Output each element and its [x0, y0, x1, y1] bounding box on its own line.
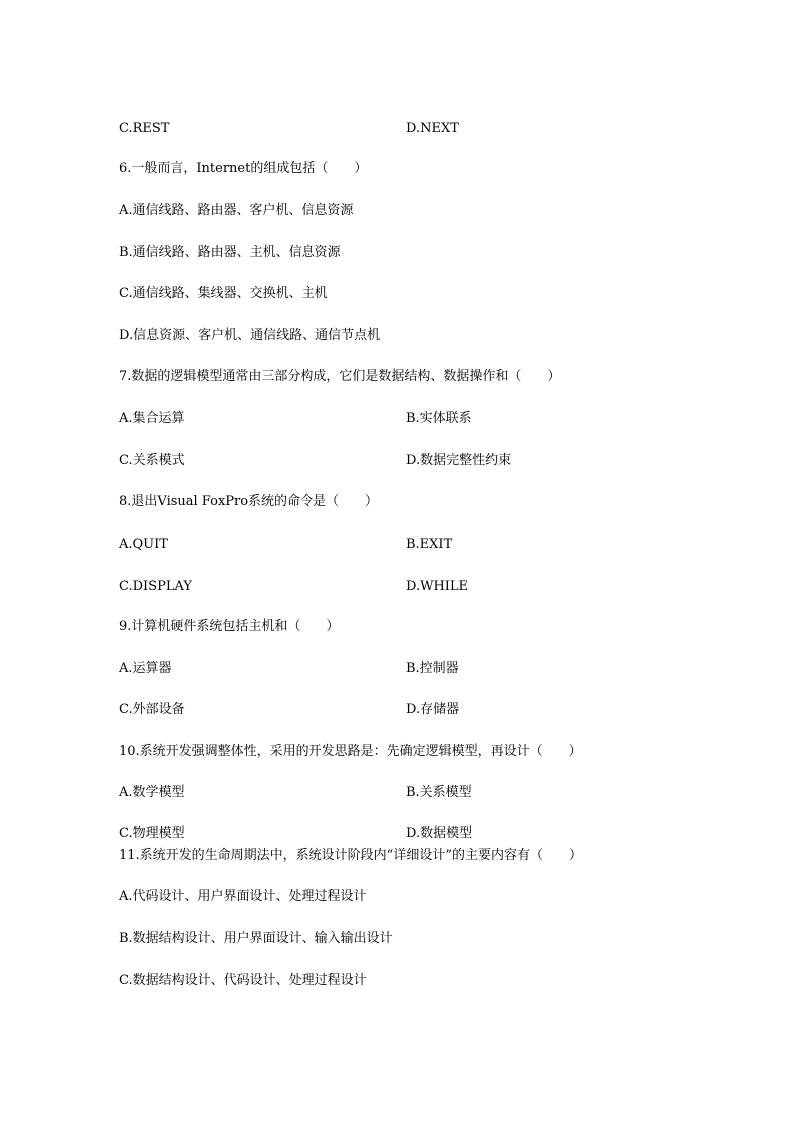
q8-option-b: B.EXIT	[406, 537, 453, 552]
q6-option-d: D.信息资源、客户机、通信线路、通信节点机	[119, 328, 381, 343]
q10-option-d: D.数据模型	[406, 826, 473, 841]
q5-option-c: C.REST	[119, 121, 170, 136]
q9-option-a: A.运算器	[119, 661, 172, 676]
q6-option-b: B.通信线路、路由器、主机、信息资源	[119, 245, 341, 260]
q10-option-c: C.物理模型	[119, 826, 185, 841]
q8-stem: 8.退出Visual FoxPro系统的命令是（ ）	[119, 494, 379, 509]
q8-option-c: C.DISPLAY	[119, 579, 192, 594]
q6-option-c: C.通信线路、集线器、交换机、主机	[119, 286, 328, 301]
q11-option-c: C.数据结构设计、代码设计、处理过程设计	[119, 973, 367, 988]
q6-option-a: A.通信线路、路由器、客户机、信息资源	[119, 203, 354, 218]
q10-option-b: B.关系模型	[406, 785, 472, 800]
q6-stem: 6.一般而言，Internet的组成包括（ ）	[119, 161, 368, 176]
q11-option-b: B.数据结构设计、用户界面设计、输入输出设计	[119, 931, 393, 946]
q11-option-a: A.代码设计、用户界面设计、处理过程设计	[119, 889, 367, 904]
q9-stem: 9.计算机硬件系统包括主机和（ ）	[119, 619, 340, 634]
q5-option-d: D.NEXT	[406, 121, 459, 136]
q8-option-d: D.WHILE	[406, 579, 469, 594]
q10-option-a: A.数学模型	[119, 785, 185, 800]
q11-stem: 11.系统开发的生命周期法中，系统设计阶段内“详细设计”的主要内容有（ ）	[119, 848, 582, 863]
q7-option-c: C.关系模式	[119, 453, 185, 468]
q8-option-a: A.QUIT	[119, 537, 168, 552]
q9-option-d: D.存储器	[406, 702, 460, 717]
q7-option-d: D.数据完整性约束	[406, 453, 512, 468]
q7-stem: 7.数据的逻辑模型通常由三部分构成，它们是数据结构、数据操作和（ ）	[119, 369, 561, 384]
q9-option-b: B.控制器	[406, 661, 459, 676]
q9-option-c: C.外部设备	[119, 702, 185, 717]
q7-option-a: A.集合运算	[119, 411, 185, 426]
q7-option-b: B.实体联系	[406, 411, 472, 426]
q10-stem: 10.系统开发强调整体性，采用的开发思路是：先确定逻辑模型，再设计（ ）	[119, 744, 582, 759]
